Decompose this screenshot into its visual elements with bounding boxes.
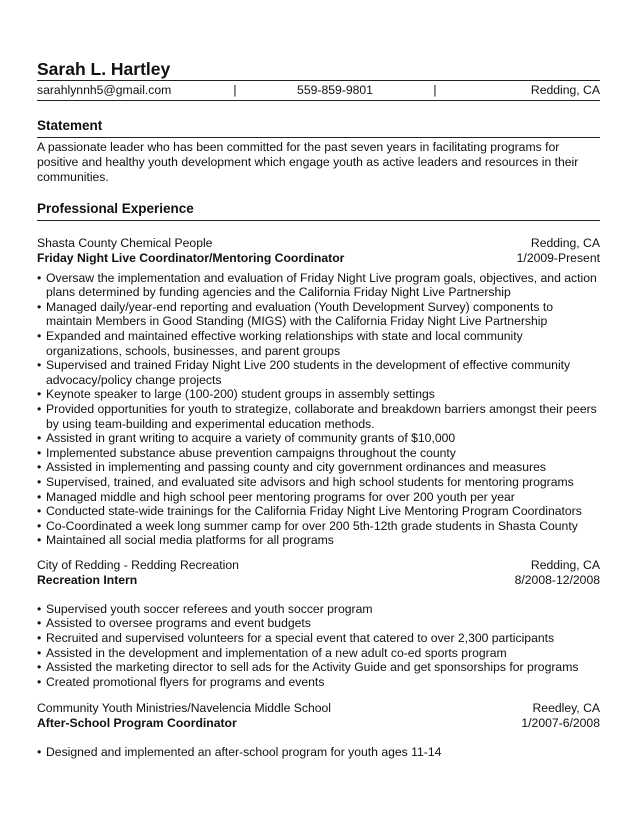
resume-page	[37, 58, 600, 760]
bullet-item: • Managed daily/year-end reporting and evaluation (Youth Development Survey) components to maintain Members in Good Standing (MIGS) with the California Friday Night Live Partnership	[37, 300, 600, 329]
bullet-item: • Assisted in implementing and passing county and city government ordinances and measures	[37, 460, 600, 475]
job-title: Recreation Intern	[37, 572, 138, 587]
bullet-item: • Co-Coordinated a week long summer camp for over 200 5th-12th grade students in Shasta County	[37, 519, 600, 534]
job-title: After-School Program Coordinator	[37, 716, 237, 731]
bullet-item: • Recruited and supervised volunteers for a special event that catered to over 2,300 participants	[37, 631, 600, 646]
bullet-item: • Assisted to oversee programs and event budgets	[37, 616, 600, 631]
job-organization: Shasta County Chemical People	[37, 235, 213, 250]
job-entry	[37, 558, 600, 690]
bullet-item: • Maintained all social media platforms for all programs	[37, 533, 600, 548]
bullet-item: • Created promotional flyers for programs and events	[37, 675, 600, 690]
bullet-item: • Expanded and maintained effective working relationships with state and local community organizations, schools, businesses, and parent groups	[37, 329, 600, 358]
job-title: Friday Night Live Coordinator/Mentoring Coordinator	[37, 250, 345, 265]
bullet-item: • Managed middle and high school peer mentoring programs for over 200 youth per year	[37, 490, 600, 505]
job-dates: 1/2007-6/2008	[521, 716, 600, 731]
contact-phone: 559-859-9801	[297, 83, 373, 97]
job-org-row	[37, 558, 600, 573]
bullet-item: • Supervised, trained, and evaluated site advisors and high school students for mentoring programs	[37, 475, 600, 490]
header-divider	[37, 80, 600, 81]
bullet-item: • Conducted state-wide trainings for the California Friday Night Live Mentoring Program Coordinators	[37, 504, 600, 519]
job-title-row	[37, 251, 600, 266]
job-location: Redding, CA	[530, 557, 600, 572]
job-organization: Community Youth Ministries/Navelencia Middle School	[37, 701, 331, 716]
candidate-name: Sarah L. Hartley	[37, 59, 171, 79]
job-bullets	[37, 602, 600, 690]
job-dates: 1/2009-Present	[516, 250, 600, 265]
statement-heading: Statement	[37, 117, 600, 138]
job-entry	[37, 236, 600, 548]
job-dates: 8/2008-12/2008	[514, 572, 600, 587]
bullet-item: • Oversaw the implementation and evaluation of Friday Night Live program goals, objectives, and action plans determined by funding agencies and the California Friday Night Live Partnership	[37, 271, 600, 300]
contact-line	[37, 82, 600, 101]
experience-heading: Professional Experience	[37, 200, 600, 221]
contact-email[interactable]: sarahlynnh5@gmail.com	[37, 83, 172, 97]
bullet-item: • Implemented substance abuse prevention campaigns throughout the county	[37, 446, 600, 461]
statement-text: A passionate leader who has been committed for the past seven years in facilitating programs for positive and healthy youth development which engage youth as active leaders and resources in their communities.	[37, 140, 579, 185]
job-org-row	[37, 236, 600, 251]
contact-separator: |	[433, 83, 437, 97]
job-title-row	[37, 716, 600, 731]
job-entry	[37, 701, 600, 760]
job-bullets	[37, 745, 600, 760]
bullet-item: • Supervised and trained Friday Night Live 200 students in the development of effective community advocacy/policy change projects	[37, 358, 600, 387]
contact-separator: |	[233, 83, 237, 97]
job-org-row	[37, 701, 600, 716]
bullet-item: • Keynote speaker to large (100-200) student groups in assembly settings	[37, 387, 600, 402]
bullet-item: • Assisted in grant writing to acquire a variety of community grants of $10,000	[37, 431, 600, 446]
job-location: Redding, CA	[530, 235, 600, 250]
bullet-item: • Provided opportunities for youth to strategize, collaborate and breakdown barriers amongst their peers by using team-building and experimental education methods.	[37, 402, 600, 431]
bullet-item: • Assisted in the development and implementation of a new adult co-ed sports program	[37, 646, 600, 661]
job-bullets	[37, 271, 600, 548]
job-organization: City of Redding - Redding Recreation	[37, 557, 239, 572]
job-location: Reedley, CA	[532, 701, 600, 716]
bullet-item: • Assisted the marketing director to sell ads for the Activity Guide and get sponsorships for programs	[37, 660, 600, 675]
bullet-item: • Supervised youth soccer referees and youth soccer program	[37, 602, 600, 617]
contact-location: Redding, CA	[530, 83, 600, 97]
job-title-row	[37, 573, 600, 588]
bullet-item: • Designed and implemented an after-school program for youth ages 11-14	[37, 745, 600, 760]
